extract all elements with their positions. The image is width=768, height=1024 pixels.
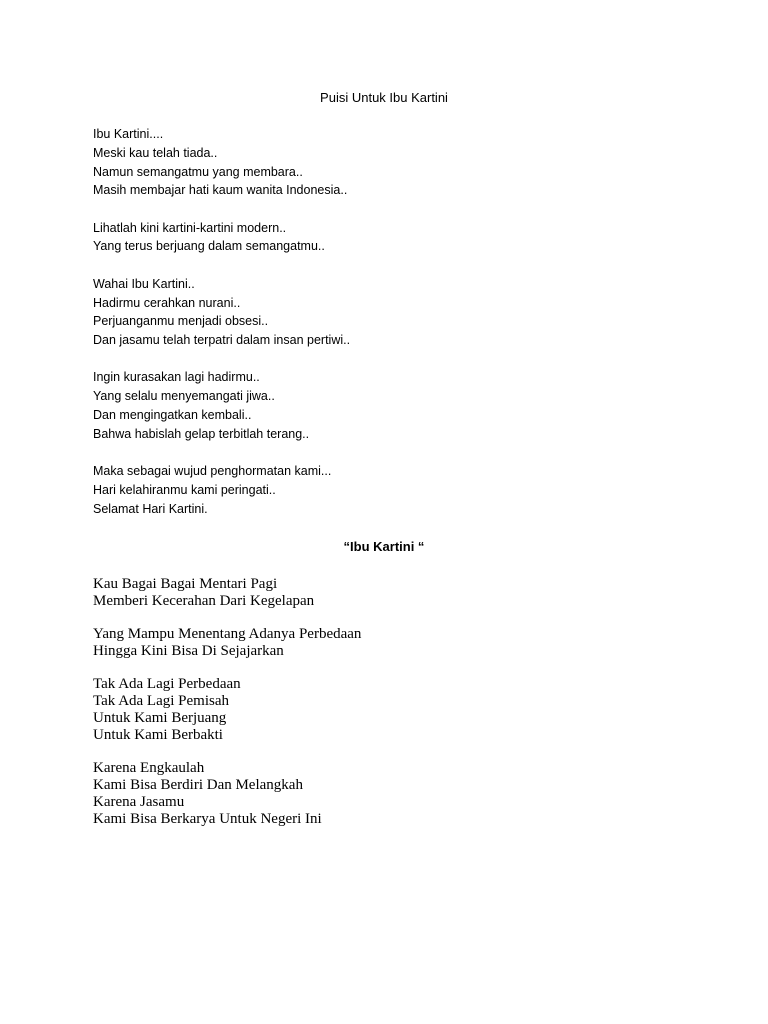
poem-line: Bahwa habislah gelap terbitlah terang..	[93, 426, 310, 441]
poem-line: Tak Ada Lagi Perbedaan	[93, 676, 241, 692]
poem-line: Dan mengingatkan kembali..	[93, 408, 252, 423]
poem-line: Masih membajar hati kaum wanita Indonesia..	[93, 183, 348, 198]
second-poem-body	[93, 576, 361, 844]
stanza	[93, 125, 350, 200]
poem-line: Ibu Kartini....	[93, 127, 164, 141]
poem-line: Ingin kurasakan lagi hadirmu..	[93, 370, 260, 385]
poem-line: Kami Bisa Berkarya Untuk Negeri Ini	[93, 811, 322, 827]
poem-line: Hari kelahiranmu kami peringati..	[93, 482, 276, 497]
stanza	[93, 368, 350, 443]
poem-line: Hingga Kini Bisa Di Sejajarkan	[93, 643, 284, 659]
stanza	[93, 676, 361, 744]
poem-title: Puisi Untuk Ibu Kartini	[320, 90, 448, 105]
poem-line: Meski kau telah tiada..	[93, 145, 218, 160]
stanza	[93, 626, 361, 660]
poem-line: Perjuanganmu menjadi obsesi..	[93, 314, 269, 329]
poem-line: Maka sebagai wujud penghormatan kami...	[93, 464, 332, 479]
stanza	[93, 760, 361, 828]
poem-line: Yang Mampu Menentang Adanya Perbedaan	[93, 626, 362, 642]
poem-line: Selamat Hari Kartini.	[93, 501, 208, 516]
stanza	[93, 576, 361, 610]
poem-line: Kau Bagai Bagai Mentari Pagi	[93, 576, 278, 592]
poem-line: Wahai Ibu Kartini..	[93, 276, 195, 291]
poem-line: Kami Bisa Berdiri Dan Melangkah	[93, 777, 303, 793]
poem-body	[93, 125, 350, 537]
poem-line: Karena Jasamu	[93, 794, 185, 810]
poem-line: Tak Ada Lagi Pemisah	[93, 693, 230, 709]
second-poem-title: “Ibu Kartini “	[343, 539, 425, 554]
poem-line: Namun semangatmu yang membara..	[93, 164, 303, 179]
poem-line: Dan jasamu telah terpatri dalam insan pertiwi..	[93, 333, 351, 348]
poem-line: Yang selalu menyemangati jiwa..	[93, 389, 275, 404]
poem-line: Hadirmu cerahkan nurani..	[93, 295, 241, 310]
poem-line: Lihatlah kini kartini-kartini modern..	[93, 220, 287, 235]
stanza	[93, 275, 350, 350]
stanza	[93, 462, 350, 518]
poem-line: Yang terus berjuang dalam semangatmu..	[93, 239, 325, 254]
poem-line: Untuk Kami Berbakti	[93, 727, 223, 743]
poem-line: Karena Engkaulah	[93, 760, 205, 776]
poem-line: Untuk Kami Berjuang	[93, 710, 227, 726]
poem-line: Memberi Kecerahan Dari Kegelapan	[93, 593, 315, 609]
stanza	[93, 219, 350, 257]
